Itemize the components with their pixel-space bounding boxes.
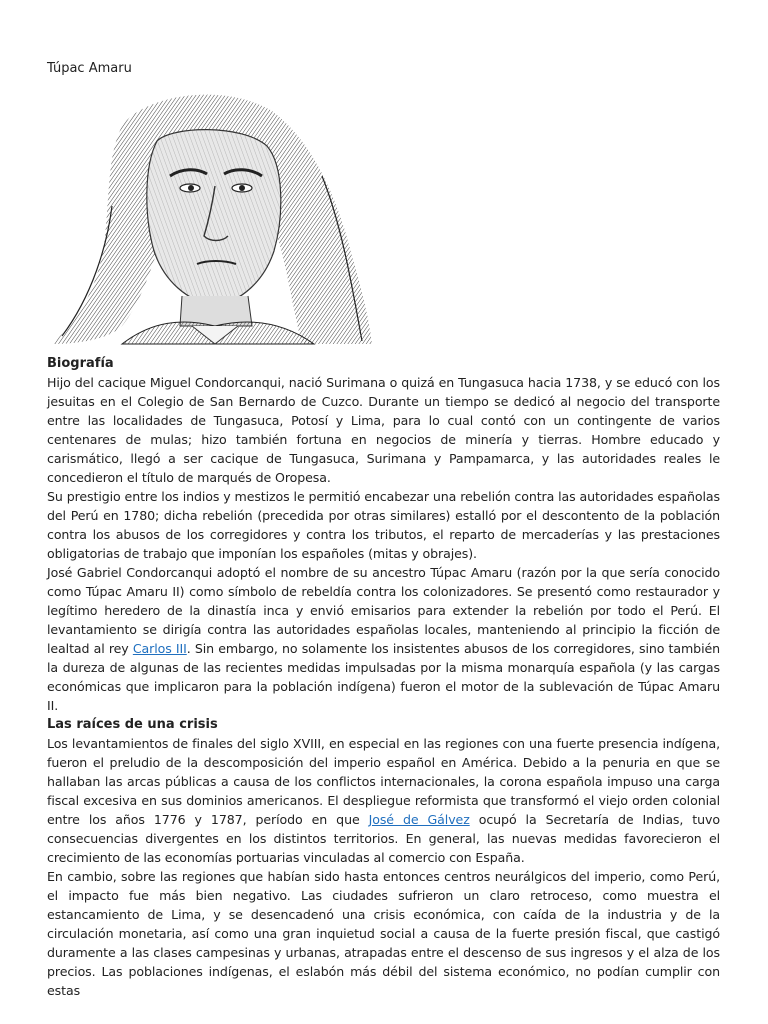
paragraph: En cambio, sobre las regiones que habían sido hasta entonces centros neurálgicos del imperio, como Perú, el impacto fue más bien negativo. Las ciudades sufrieron un claro retroceso, como muestra el estancamiento de Lima, y se desencadenó una crisis económica, con caída de la industria y de la circulación monetaria, así como una gran inquietud social a causa de la fuerte presión fiscal, que castigó duramente a las clases campesinas y urbanas, atrapadas entre el descenso de sus ingresos y el alza de los precios. Las poblaciones indígenas, el eslabón más débil del sistema económico, no podían cumplir con estas — [47, 869, 720, 998]
section-heading-biografia: Biografía — [47, 356, 114, 371]
paragraph: Su prestigio entre los indios y mestizos le permitió encabezar una rebelión contra las autoridades españolas del Perú en 1780; dicha rebelión (precedida por otras similares) estalló por el descontento de la población contra los abusos de los corregidores y contra los tributos, el reparto de mercaderías y las prestaciones obligatorias de trabajo que imponían los españoles (mitas y obrajes). — [47, 489, 720, 561]
document-page — [47, 60, 720, 1000]
carlos-iii-link[interactable]: Carlos III — [132, 641, 187, 656]
paragraph — [47, 734, 720, 867]
paragraph-text: . Sin embargo, no solamente los insistentes abusos de los corregidores, sino también la dureza de algunas de las recientes medidas impulsadas por la misma monarquía española (y las cargas económicas que implicaron para la población indígena) fueron el motor de la sublevación de Túpac Amaru II. — [47, 641, 721, 713]
paragraph-text: Los levantamientos de finales del siglo XVIII, en especial en las regiones con una fuerte presencia indígena, fueron el preludio de la descomposición del imperio español en América. Debido a la penuria en que se hallaban las arcas públicas a causa de los conflictos internacionales, la corona española impuso una carga fiscal excesiva en sus dominios americanos. El despliegue reformista que transformó el viejo orden colonial entre los años 1776 y 1787, período en que — [47, 736, 720, 827]
paragraph: Hijo del cacique Miguel Condorcanqui, nació Surimana o quizá en Tungasuca hacia 1738, y se educó con los jesuitas en el Colegio de San Bernardo de Cuzco. Durante un tiempo se dedicó al negocio del transporte entre las localidades de Tungasuca, Potosí y Lima, para lo cual contó con un contingente de varios centenares de mulas; hizo también fortuna en negocios de minería y tierras. Hombre educado y carismático, llegó a ser cacique de Tungasuca, Surimana y Pampamarca, y las autoridades reales le concedieron el título de marqués de Oropesa. — [47, 375, 720, 485]
paragraph-text: ocupó la Secretaría de Indias, tuvo consecuencias divergentes en los distintos territorios. En general, las nuevas medidas favorecieron el crecimiento de las economías portuarias vinculadas al comercio con España. — [47, 812, 720, 865]
jose-de-galvez-link[interactable]: José de Gálvez — [368, 812, 470, 827]
paragraph — [47, 563, 720, 715]
paragraph-text: José Gabriel Condorcanqui adoptó el nombre de su ancestro Túpac Amaru (razón por la que sería conocido como Túpac Amaru II) como símbolo de rebeldía contra los colonizadores. Se presentó como restaurador y legítimo heredero de la dinastía inca y envió emisarios para extender la rebelión por todo el Perú. El levantamiento se dirigía contra las autoridades españolas locales, manteniendo al principio la ficción de lealtad al rey — [47, 565, 720, 656]
document-title: Túpac Amaru — [47, 61, 132, 76]
section-heading-raices: Las raíces de una crisis — [47, 717, 218, 732]
portrait-image — [52, 86, 377, 346]
